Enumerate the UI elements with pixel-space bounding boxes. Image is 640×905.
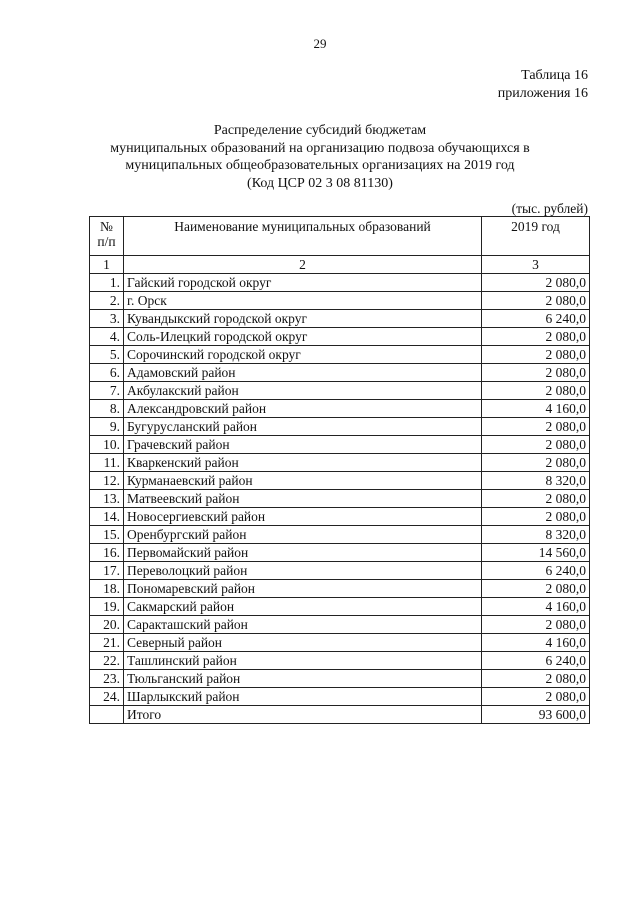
municipality-name: Оренбургский район <box>124 526 482 544</box>
table-row <box>90 490 590 508</box>
subsidy-value: 2 080,0 <box>482 616 590 634</box>
municipality-name: Матвеевский район <box>124 490 482 508</box>
subsidy-value: 14 560,0 <box>482 544 590 562</box>
table-row <box>90 274 590 292</box>
subsidy-value: 2 080,0 <box>482 382 590 400</box>
subsidy-value: 6 240,0 <box>482 562 590 580</box>
table-row <box>90 328 590 346</box>
header-year: 2019 год <box>482 217 590 256</box>
row-number: 19. <box>90 598 124 616</box>
row-number: 9. <box>90 418 124 436</box>
table-row <box>90 580 590 598</box>
municipality-name: Бугурусланский район <box>124 418 482 436</box>
row-number: 1. <box>90 274 124 292</box>
table-row <box>90 292 590 310</box>
total-label: Итого <box>124 706 482 724</box>
row-number: 15. <box>90 526 124 544</box>
subsidy-value: 2 080,0 <box>482 490 590 508</box>
row-number: 4. <box>90 328 124 346</box>
table-row <box>90 382 590 400</box>
header-number-line2: п/п <box>97 234 116 249</box>
municipality-name: Александровский район <box>124 400 482 418</box>
row-number: 22. <box>90 652 124 670</box>
table-row <box>90 418 590 436</box>
subsidy-value: 4 160,0 <box>482 634 590 652</box>
document-title <box>60 122 580 192</box>
row-number: 10. <box>90 436 124 454</box>
column-index: 3 <box>482 256 590 274</box>
total-row <box>90 706 590 724</box>
table-label <box>498 67 588 103</box>
municipality-name: Гайский городской округ <box>124 274 482 292</box>
municipality-name: Курманаевский район <box>124 472 482 490</box>
header-number-line1: № <box>100 219 113 234</box>
table-row <box>90 634 590 652</box>
subsidy-value: 6 240,0 <box>482 652 590 670</box>
row-number: 16. <box>90 544 124 562</box>
municipality-name: г. Орск <box>124 292 482 310</box>
subsidy-value: 2 080,0 <box>482 328 590 346</box>
header-name: Наименование муниципальных образований <box>124 217 482 256</box>
subsidy-value: 2 080,0 <box>482 580 590 598</box>
municipality-name: Сорочинский городской округ <box>124 346 482 364</box>
column-index: 1 <box>90 256 124 274</box>
table-label-line2: приложения 16 <box>497 86 588 101</box>
table-label-line1: Таблица 16 <box>521 68 588 83</box>
municipality-name: Тюльганский район <box>124 670 482 688</box>
row-number: 24. <box>90 688 124 706</box>
table-row <box>90 400 590 418</box>
municipality-name: Первомайский район <box>124 544 482 562</box>
row-number: 13. <box>90 490 124 508</box>
subsidy-value: 2 080,0 <box>482 508 590 526</box>
table-row <box>90 562 590 580</box>
table-row <box>90 508 590 526</box>
municipality-name: Пономаревский район <box>124 580 482 598</box>
table-row <box>90 670 590 688</box>
row-number: 3. <box>90 310 124 328</box>
subsidy-value: 4 160,0 <box>482 400 590 418</box>
subsidy-value: 2 080,0 <box>482 364 590 382</box>
subsidy-value: 2 080,0 <box>482 292 590 310</box>
total-number-cell <box>90 706 124 724</box>
page-number: 29 <box>313 36 327 51</box>
row-number: 18. <box>90 580 124 598</box>
table-header <box>90 217 590 274</box>
table-row <box>90 346 590 364</box>
column-index: 2 <box>124 256 482 274</box>
table-row <box>90 526 590 544</box>
table-row <box>90 544 590 562</box>
row-number: 21. <box>90 634 124 652</box>
row-number: 14. <box>90 508 124 526</box>
header-number <box>90 217 124 256</box>
municipality-name: Саракташский район <box>124 616 482 634</box>
table-row <box>90 472 590 490</box>
title-line4: (Код ЦСР 02 3 08 81130) <box>247 175 393 191</box>
municipality-name: Переволоцкий район <box>124 562 482 580</box>
column-index-row <box>90 256 590 274</box>
row-number: 5. <box>90 346 124 364</box>
row-number: 8. <box>90 400 124 418</box>
municipality-name: Новосергиевский район <box>124 508 482 526</box>
row-number: 17. <box>90 562 124 580</box>
municipality-name: Адамовский район <box>124 364 482 382</box>
title-line3: муниципальных общеобразовательных организациях на 2019 год <box>125 158 515 173</box>
units-label: (тыс. рублей) <box>511 201 588 216</box>
municipality-name: Шарлыкский район <box>124 688 482 706</box>
subsidy-value: 2 080,0 <box>482 688 590 706</box>
row-number: 11. <box>90 454 124 472</box>
row-number: 2. <box>90 292 124 310</box>
municipality-name: Кваркенский район <box>124 454 482 472</box>
municipality-name: Кувандыкский городской округ <box>124 310 482 328</box>
subsidy-value: 2 080,0 <box>482 454 590 472</box>
table-row <box>90 310 590 328</box>
municipality-name: Соль-Илецкий городской округ <box>124 328 482 346</box>
row-number: 7. <box>90 382 124 400</box>
municipality-name: Северный район <box>124 634 482 652</box>
table-row <box>90 598 590 616</box>
subsidy-value: 2 080,0 <box>482 274 590 292</box>
table-row <box>90 688 590 706</box>
table-row <box>90 454 590 472</box>
municipality-name: Грачевский район <box>124 436 482 454</box>
subsidy-value: 2 080,0 <box>482 436 590 454</box>
row-number: 12. <box>90 472 124 490</box>
subsidy-table <box>89 216 590 724</box>
header-row <box>90 217 590 256</box>
subsidy-value: 6 240,0 <box>482 310 590 328</box>
total-value: 93 600,0 <box>482 706 590 724</box>
municipality-name: Акбулакский район <box>124 382 482 400</box>
subsidy-value: 8 320,0 <box>482 472 590 490</box>
row-number: 23. <box>90 670 124 688</box>
title-line1: Распределение субсидий бюджетам <box>213 123 427 138</box>
row-number: 6. <box>90 364 124 382</box>
title-line2: муниципальных образований на организацию подвоза обучающихся в <box>110 140 530 156</box>
table-row <box>90 616 590 634</box>
subsidy-value: 2 080,0 <box>482 670 590 688</box>
row-number: 20. <box>90 616 124 634</box>
table-row <box>90 364 590 382</box>
table-row <box>90 436 590 454</box>
subsidy-value: 8 320,0 <box>482 526 590 544</box>
subsidy-value: 2 080,0 <box>482 346 590 364</box>
municipality-name: Ташлинский район <box>124 652 482 670</box>
subsidy-value: 4 160,0 <box>482 598 590 616</box>
table-body <box>90 274 590 706</box>
table-row <box>90 652 590 670</box>
municipality-name: Сакмарский район <box>124 598 482 616</box>
subsidy-value: 2 080,0 <box>482 418 590 436</box>
